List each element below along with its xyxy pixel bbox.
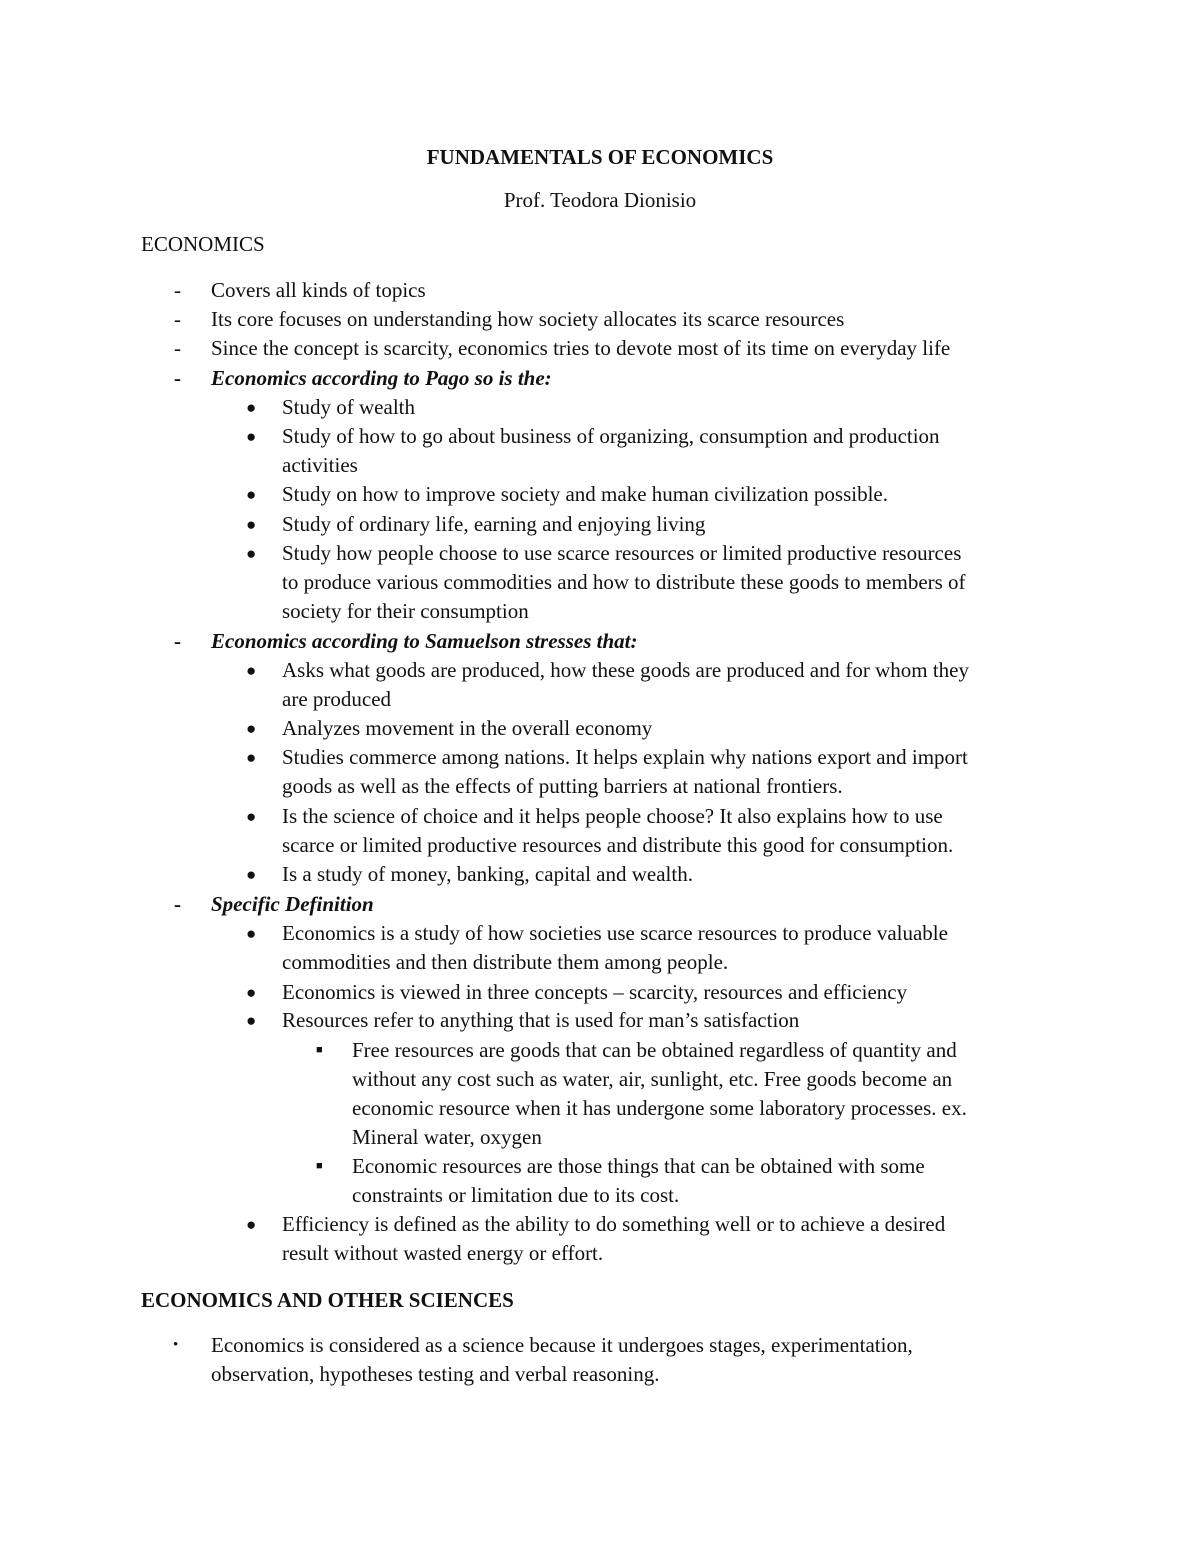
- dash-marker: -: [174, 892, 181, 916]
- list-item-continuation: society for their consumption: [282, 599, 529, 623]
- list-item-continuation: to produce various commodities and how to distribute these goods to members of: [282, 570, 966, 594]
- list-item-continuation: observation, hypotheses testing and verbal reasoning.: [211, 1362, 660, 1386]
- section-heading-economics: ECONOMICS: [141, 232, 265, 256]
- subheading-specific-definition: Specific Definition: [211, 892, 374, 916]
- bullet-marker: ●: [246, 1215, 257, 1234]
- document-title: FUNDAMENTALS OF ECONOMICS: [426, 145, 774, 169]
- list-item: Efficiency is defined as the ability to do something well or to achieve a desired: [282, 1212, 946, 1236]
- list-item: Is the science of choice and it helps people choose? It also explains how to use: [282, 804, 943, 828]
- list-item-continuation: commodities and then distribute them among people.: [282, 950, 729, 974]
- dash-marker: -: [174, 278, 181, 302]
- list-item: Asks what goods are produced, how these goods are produced and for whom they: [282, 658, 969, 682]
- list-item: Economics is a study of how societies use scarce resources to produce valuable: [282, 921, 948, 945]
- list-item: Economics is viewed in three concepts – scarcity, resources and efficiency: [282, 980, 908, 1004]
- list-item: Studies commerce among nations. It helps explain why nations export and import: [282, 745, 968, 769]
- list-item: Analyzes movement in the overall economy: [282, 716, 653, 740]
- list-item: Is a study of money, banking, capital and wealth.: [282, 862, 693, 886]
- list-item-continuation: activities: [282, 453, 358, 477]
- bullet-marker: ●: [246, 748, 257, 767]
- bullet-marker: ●: [246, 485, 257, 504]
- list-item: Resources refer to anything that is used for man’s satisfaction: [282, 1008, 800, 1032]
- dash-marker: -: [174, 336, 181, 360]
- square-bullet-marker: ■: [316, 1160, 323, 1172]
- section-heading-other-sciences: ECONOMICS AND OTHER SCIENCES: [141, 1288, 514, 1312]
- list-item: Its core focuses on understanding how society allocates its scarce resources: [211, 307, 845, 331]
- bullet-marker: ●: [246, 544, 257, 563]
- list-item: Study how people choose to use scarce resources or limited productive resources: [282, 541, 962, 565]
- dash-marker: -: [174, 366, 181, 390]
- list-item-continuation: result without wasted energy or effort.: [282, 1241, 604, 1265]
- subheading-samuelson: Economics according to Samuelson stresses that:: [211, 629, 638, 653]
- list-item: Covers all kinds of topics: [211, 278, 426, 302]
- document-author: Prof. Teodora Dionisio: [503, 188, 697, 212]
- bullet-marker: ●: [246, 1011, 257, 1030]
- bullet-marker: ●: [246, 719, 257, 738]
- bullet-marker: ●: [246, 807, 257, 826]
- list-item: Study on how to improve society and make human civilization possible.: [282, 482, 888, 506]
- sub-list-item-continuation: constraints or limitation due to its cost.: [352, 1183, 680, 1207]
- list-item-continuation: scarce or limited productive resources and distribute this good for consumption.: [282, 833, 954, 857]
- sub-list-item-continuation: without any cost such as water, air, sunlight, etc. Free goods become an: [352, 1067, 953, 1091]
- sub-list-item-continuation: economic resource when it has undergone some laboratory processes. ex.: [352, 1096, 967, 1120]
- dash-marker: -: [174, 307, 181, 331]
- list-item: Study of how to go about business of organizing, consumption and production: [282, 424, 940, 448]
- bullet-marker: ●: [246, 865, 257, 884]
- bullet-marker: ●: [246, 661, 257, 680]
- dash-marker: -: [174, 629, 181, 653]
- list-item-continuation: goods as well as the effects of putting barriers at national frontiers.: [282, 774, 843, 798]
- bullet-marker: •: [173, 1337, 179, 1353]
- bullet-marker: ●: [246, 983, 257, 1002]
- list-item: Study of ordinary life, earning and enjoying living: [282, 512, 706, 536]
- bullet-marker: ●: [246, 427, 257, 446]
- bullet-marker: ●: [246, 515, 257, 534]
- list-item: Study of wealth: [282, 395, 415, 419]
- list-item: Since the concept is scarcity, economics tries to devote most of its time on everyday life: [211, 336, 951, 360]
- list-item: Economics is considered as a science because it undergoes stages, experimentation,: [211, 1333, 913, 1357]
- square-bullet-marker: ■: [316, 1044, 323, 1056]
- sub-list-item: Free resources are goods that can be obtained regardless of quantity and: [352, 1038, 957, 1062]
- list-item-continuation: are produced: [282, 687, 392, 711]
- sub-list-item-continuation: Mineral water, oxygen: [352, 1125, 542, 1149]
- sub-list-item: Economic resources are those things that can be obtained with some: [352, 1154, 925, 1178]
- bullet-marker: ●: [246, 398, 257, 417]
- subheading-pago: Economics according to Pago so is the:: [211, 366, 552, 390]
- bullet-marker: ●: [246, 924, 257, 943]
